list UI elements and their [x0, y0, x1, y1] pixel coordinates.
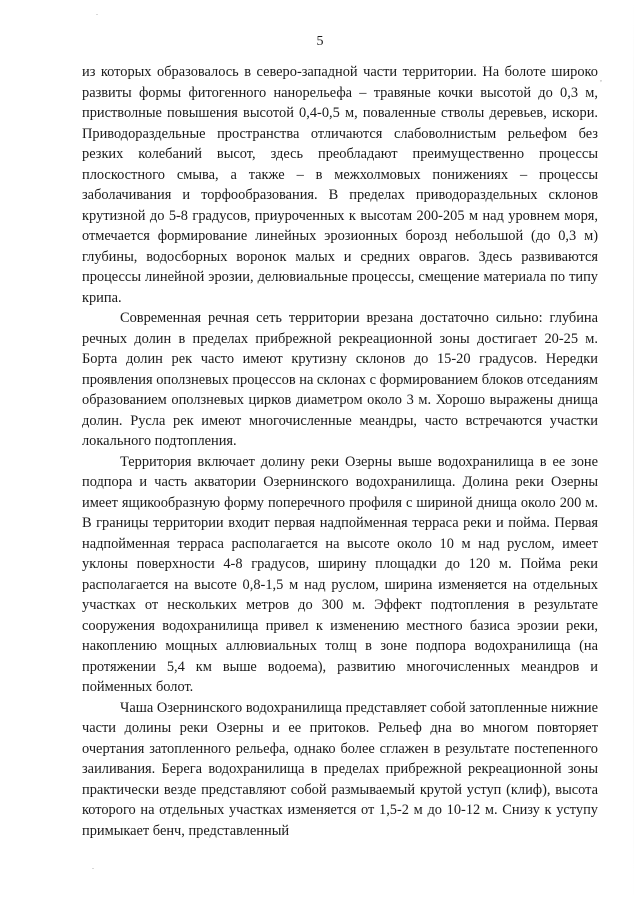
paragraph-3: Территория включает долину реки Озерны выше водохранилища в ее зоне подпора и часть акватории Озернинского водохранилища. Долина реки Озерны имеет ящикообразную форму поперечного профиля с шириной днища около 200 м. В границы территории входит первая надпойменная терраса реки и пойма. Первая надпойменная терраса располагается на высоте около 10 м над руслом, имеет уклоны поверхности 4-8 градусов, ширину площадки до 120 м. Пойма реки располагается на высоте 0,8-1,5 м над руслом, ширина изменяется на отдельных участках от нескольких метров до 300 м. Эффект подтопления в результате сооружения водохранилища привел к изменению местного базиса эрозии реки, накоплению мощных аллювиальных толщ в зоне подпора водохранилища (на протяжении 5,4 км выше водоема), развитию многочисленных меандров и пойменных болот.: [82, 453, 598, 695]
paragraph-4: Чаша Озернинского водохранилища представляет собой затопленные нижние части долины реки Озерны и ее притоков. Рельеф дна во многом повторяет очертания затопленного рельефа, однако более сглажен в результате постепенного заиливания. Берега водохранилища в пределах прибрежной рекреационной зоны практически везде представляют собой размываемый крутой уступ (клиф), высота которого на отдельных участках изменяется от 1,5-2 м до 10-12 м. Снизу к уступу примыкает бенч, представленный: [82, 699, 598, 839]
scan-mark: ,: [600, 74, 602, 83]
paragraph-1: из которых образовалось в северо-западной части территории. На болоте широко развиты формы фитогенного нанорельефа – травяные кочки высотой до 0,3 м, пристволные повышения высотой 0,4-0,5 м, поваленные стволы деревьев, искори. Приводораздельные пространства отличаются слабоволнистым рельефом без резких колебаний высот, здесь преобладают преимущественно процессы плоскостного смыва, а также – в межхолмовых понижениях – процессы заболачивания и торфообразования. В пределах приводораздельных склонов крутизной до 5-8 градусов, приуроченных к высотам 200-205 м над уровнем моря, отмечается формирование линейных эрозионных борозд небольшой (до 0,3 м) глубины, водосборных воронок малых и средних оврагов. Здесь развиваются процессы линейной эрозии, делювиальные процессы, смещение материала по типу крипа.: [82, 64, 598, 306]
scan-mark: .: [96, 8, 98, 17]
body-text: [82, 62, 598, 841]
scan-mark: .: [92, 862, 94, 871]
paragraph-2: Современная речная сеть территории врезана достаточно сильно: глубина речных долин в пределах прибрежной рекреационной зоны достигает 20-25 м. Борта долин рек часто имеют крутизну склонов до 15-20 градусов. Нередки проявления оползневых процессов на склонах с формированием блоков отседаниям образованием оползневых цирков диаметром около 3 м. Хорошо выражены днища долин. Русла рек имеют многочисленные меандры, часто встречаются участки локального подтопления.: [82, 310, 598, 449]
scan-edge: [633, 0, 634, 905]
page-number: 5: [316, 34, 324, 49]
